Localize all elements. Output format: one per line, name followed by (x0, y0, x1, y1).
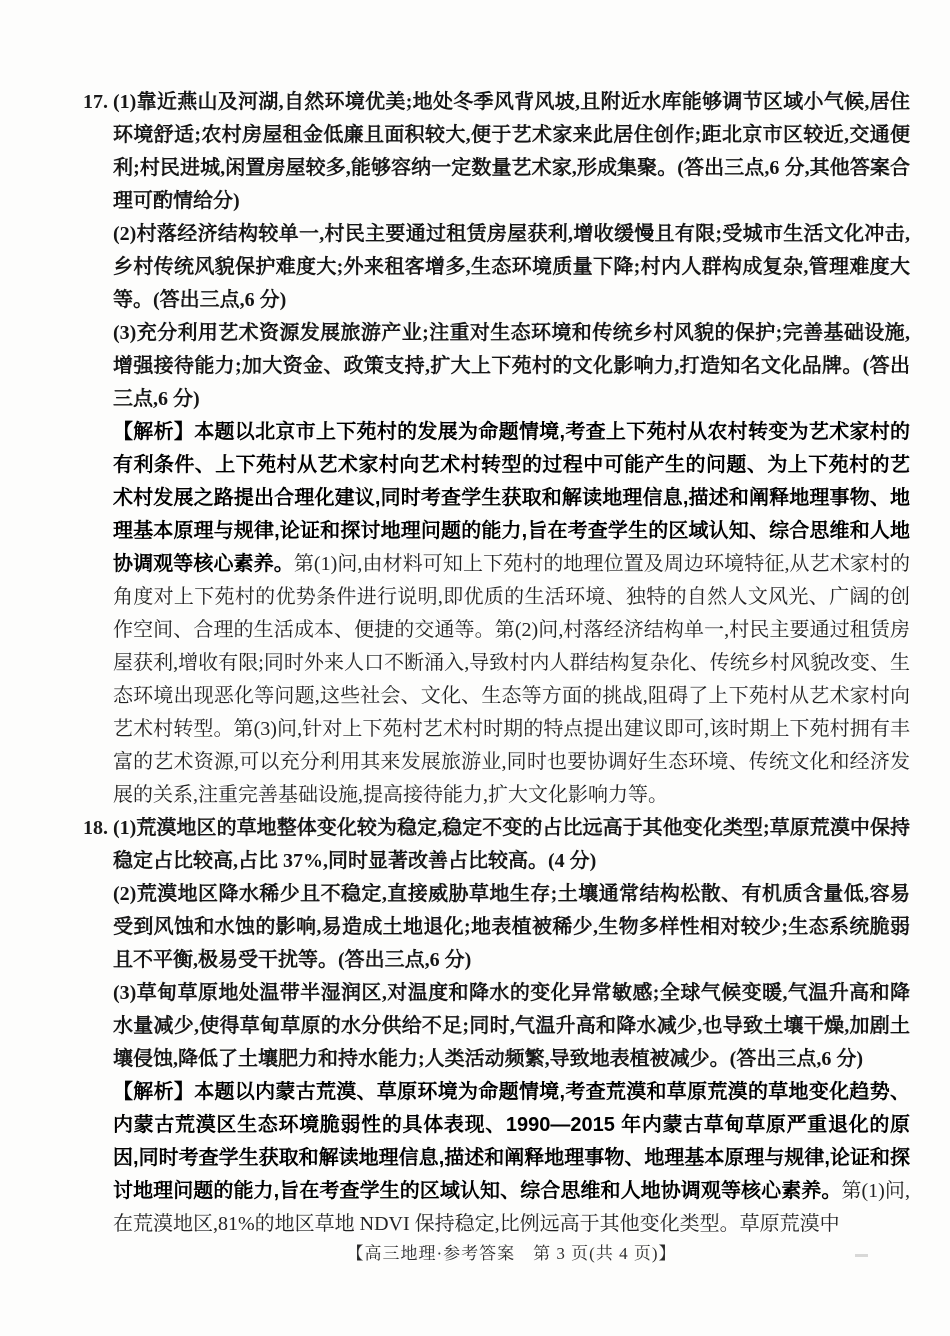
analysis-paragraph-17 (113, 416, 910, 812)
answer-paragraph-17-3: (3)充分利用艺术资源发展旅游产业;注重对生态环境和传统乡村风貌的保护;完善基础设施,增强接待能力;加大资金、政策支持,扩大上下苑村的文化影响力,打造知名文化品牌。(答出三点,6 分) (113, 322, 910, 410)
content-column (83, 86, 911, 1241)
answer-paragraph-17-2: (2)村落经济结构较单一,村民主要通过租赁房屋获利,增收缓慢且有限;受城市生活文化冲击,乡村传统风貌保护难度大;外来租客增多,生态环境质量下降;村内人群构成复杂,管理难度大等。(答出三点,6 分) (113, 223, 910, 311)
answer-paragraph-18-3: (3)草甸草原地处温带半湿润区,对温度和降水的变化异常敏感;全球气候变暖,气温升高和降水量减少,使得草甸草原的水分供给不足;同时,气温升高和降水减少,也导致土壤干燥,加剧土壤侵蚀,降低了土壤肥力和持水能力;人类活动频繁,导致地表植被减少。(答出三点,6 分) (113, 982, 910, 1070)
analysis-detail: 第(1)问,在荒漠地区,81%的地区草地 NDVI 保持稳定,比例远高于其他变化类型。草原荒漠中 (113, 1180, 910, 1235)
footer-text: 【高三地理·参考答案 第 3 页(共 4 页)】 (346, 1244, 677, 1263)
answer-paragraph-18-2: (2)荒漠地区降水稀少且不稳定,直接威胁草地生存;土壤通常结构松散、有机质含量低,容易受到风蚀和水蚀的影响,易造成土地退化;地表植被稀少,生物多样性相对较少;生态系统脆弱且不平衡,极易受干扰等。(答出三点,6 分) (113, 883, 910, 971)
question-number: 17. (83, 91, 108, 113)
analysis-paragraph-18 (113, 1076, 910, 1241)
analysis-label: 【解析】 (113, 421, 195, 443)
analysis-overview: 本题以北京市上下苑村的发展为命题情境,考查上下苑村从农村转变为艺术家村的有利条件、上下苑村从艺术家村向艺术村转型的过程中可能产生的问题、为上下苑村的艺术村发展之路提出合理化建议,同时考查学生获取和解读地理信息,描述和阐释地理事物、地理基本原理与规律,论证和探讨地理问题的能力,旨在考查学生的区域认知、综合思维和人地协调观等核心素养。 (113, 421, 911, 575)
analysis-detail: 第(1)问,由材料可知上下苑村的地理位置及周边环境特征,从艺术家村的角度对上下苑村的优势条件进行说明,即优质的生活环境、独特的自然人文风光、广阔的创作空间、合理的生活成本、便捷的交通等。第(2)问,村落经济结构单一,村民主要通过租赁房屋获利,增收有限;同时外来人口不断涌入,导致村内人群结构复杂化、传统乡村风貌改变、生态环境出现恶化等问题,这些社会、文化、生态等方面的挑战,阻碍了上下苑村从艺术家村向艺术村转型。第(3)问,针对上下苑村艺术村时期的特点提出建议即可,该时期上下苑村拥有丰富的艺术资源,可以充分利用其来发展旅游业,同时也要协调好生态环境、传统文化和经济发展的关系,注重完善基础设施,提高接待能力,扩大文化影响力等。 (113, 553, 910, 806)
analysis-label: 【解析】 (113, 1081, 195, 1103)
page-footer (113, 1243, 910, 1265)
scan-artifact (855, 1254, 868, 1257)
answer-paragraph-18-1: (1)荒漠地区的草地整体变化较为稳定,稳定不变的占比远高于其他变化类型;草原荒漠中保持稳定占比较高,占比 37%,同时显著改善占比较高。(4 分) (113, 817, 910, 872)
question-number: 18. (83, 817, 108, 839)
answer-paragraph-17-1: (1)靠近燕山及河湖,自然环境优美;地处冬季风背风坡,且附近水库能够调节区域小气候,居住环境舒适;农村房屋租金低廉且面积较大,便于艺术家来此居住创作;距北京市区较近,交通便利;村民进城,闲置房屋较多,能够容纳一定数量艺术家,形成集聚。(答出三点,6 分,其他答案合理可酌情给分) (113, 91, 910, 212)
question-18 (83, 812, 911, 1241)
analysis-overview: 本题以内蒙古荒漠、草原环境为命题情境,考查荒漠和草原荒漠的草地变化趋势、内蒙古荒漠区生态环境脆弱性的具体表现、1990—2015 年内蒙古草甸草原严重退化的原因,同时考查学生获取和解读地理信息,描述和阐释地理事物、地理基本原理与规律,论证和探讨地理问题的能力,旨在考查学生的区域认知、综合思维和人地协调观等核心素养。 (113, 1081, 911, 1202)
question-17 (83, 86, 911, 812)
